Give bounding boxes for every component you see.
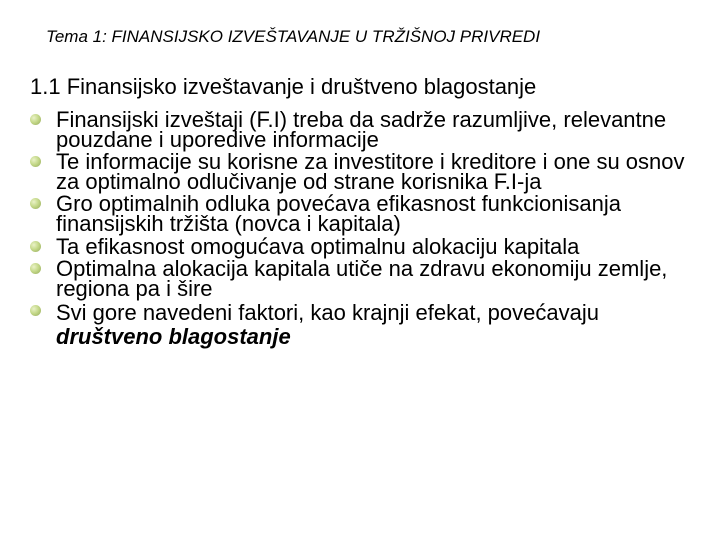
- bullet-text: Te informacije su korisne za investitore i kreditore i one su osnov za optimalno odlučivanje od strane korisnika F.I-ja: [56, 149, 685, 194]
- bullet-item: [30, 191, 710, 236]
- bullet-text: Gro optimalnih odluka povećava efikasnost funkcionisanja finansijskih tržišta (novca i kapitala): [56, 191, 621, 236]
- bullet-text: Ta efikasnost omogućava optimalnu alokaciju kapitala: [56, 233, 580, 259]
- bullet-item-last: [30, 301, 710, 349]
- bullet-item: [30, 107, 710, 152]
- bullet-dot-icon: [30, 198, 41, 209]
- bullet-list: [30, 107, 710, 352]
- bullet-item: [30, 149, 710, 194]
- bullet-dot-icon: [30, 263, 41, 274]
- emphasis-text: društveno blagostanje: [56, 324, 291, 350]
- section-heading: 1.1 Finansijsko izveštavanje i društveno blagostanje: [30, 74, 537, 99]
- bullet-dot-icon: [30, 305, 41, 316]
- slide-title: Tema 1: FINANSIJSKO IZVEŠTAVANJE U TRŽIŠNOJ PRIVREDI: [46, 27, 541, 46]
- bullet-dot-icon: [30, 156, 41, 167]
- bullet-text: Optimalna alokacija kapitala utiče na zdravu ekonomiju zemlje, regiona pa i šire: [56, 256, 668, 301]
- bullet-item: [30, 256, 710, 301]
- bullet-dot-icon: [30, 114, 41, 125]
- bullet-item: [30, 233, 710, 259]
- bullet-dot-icon: [30, 241, 41, 252]
- bullet-text: Svi gore navedeni faktori, kao krajnji efekat, povećavaju: [56, 300, 599, 326]
- bullet-text: Finansijski izveštaji (F.I) treba da sadrže razumljive, relevantne pouzdane i uporedive informacije: [56, 107, 667, 152]
